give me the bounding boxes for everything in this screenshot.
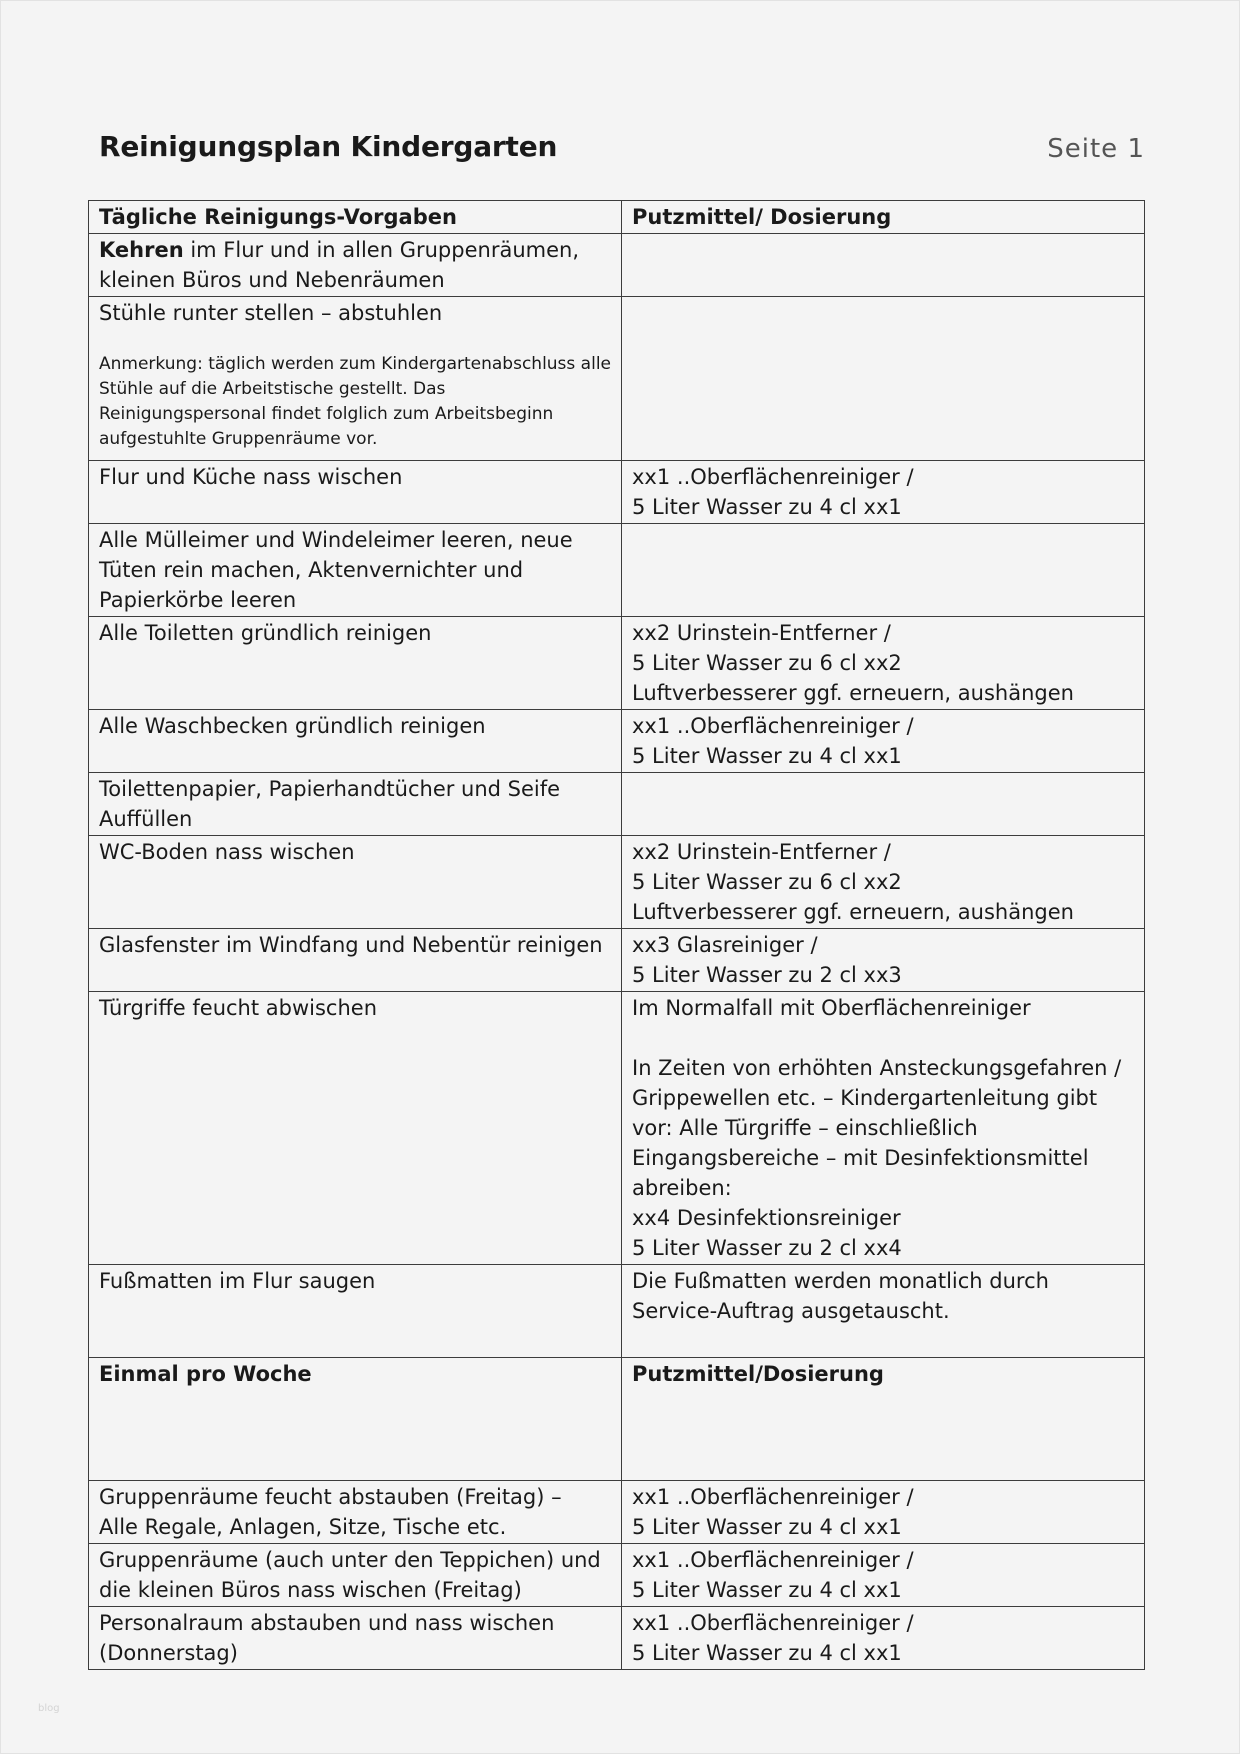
agent-cell xyxy=(622,461,1145,524)
agent-line: 5 Liter Wasser zu 2 cl xx4 xyxy=(632,1236,902,1260)
task-text: im Flur und in allen Gruppenräumen, kleinen Büros und Nebenräumen xyxy=(99,238,579,292)
table-row xyxy=(89,710,1145,773)
agent-line: 5 Liter Wasser zu 4 cl xx1 xyxy=(632,1578,902,1602)
agent-intro: Im Normalfall mit Oberflächenreiniger xyxy=(632,996,1031,1020)
agent-line: xx1 ..Oberflächenreiniger / xyxy=(632,1611,914,1635)
table-row xyxy=(89,524,1145,617)
agent-cell xyxy=(622,617,1145,710)
table-row xyxy=(89,1544,1145,1607)
table-row xyxy=(89,1481,1145,1544)
task-cell: Fußmatten im Flur saugen xyxy=(89,1265,622,1358)
task-cell: Alle Waschbecken gründlich reinigen xyxy=(89,710,622,773)
watermark-text: blog xyxy=(38,1703,60,1714)
agent-cell xyxy=(622,234,1145,297)
agent-cell xyxy=(622,1607,1145,1670)
table-row xyxy=(89,461,1145,524)
document-title: Reinigungsplan Kindergarten xyxy=(99,130,558,163)
agent-cell xyxy=(622,524,1145,617)
agent-line: xx1 ..Oberflächenreiniger / xyxy=(632,1548,914,1572)
column-header-agent: Putzmittel/ Dosierung xyxy=(622,201,1145,234)
agent-line: In Zeiten von erhöhten Ansteckungsgefahren / Grippewellen etc. – Kindergartenleitung gibt vor: Alle Türgriffe – einschließlich Eingangsbereiche – mit Desinfektionsmittel abreiben: xyxy=(632,1056,1122,1200)
agent-line: 5 Liter Wasser zu 2 cl xx3 xyxy=(632,963,902,987)
task-cell xyxy=(89,297,622,461)
task-cell: Flur und Küche nass wischen xyxy=(89,461,622,524)
task-cell: WC-Boden nass wischen xyxy=(89,836,622,929)
agent-line: 5 Liter Wasser zu 4 cl xx1 xyxy=(632,1641,902,1665)
task-keyword: Kehren xyxy=(99,238,184,262)
task-line: Alle Regale, Anlagen, Sitze, Tische etc. xyxy=(99,1515,507,1539)
agent-line: xx3 Glasreiniger / xyxy=(632,933,818,957)
column-header-task: Einmal pro Woche xyxy=(89,1358,622,1481)
task-cell: Alle Toiletten gründlich reinigen xyxy=(89,617,622,710)
agent-cell xyxy=(622,773,1145,836)
agent-line: Luftverbesserer ggf. erneuern, aushängen xyxy=(632,681,1074,705)
agent-line: 5 Liter Wasser zu 4 cl xx1 xyxy=(632,1515,902,1539)
agent-cell xyxy=(622,992,1145,1265)
table-row xyxy=(89,992,1145,1265)
agent-line: xx2 Urinstein-Entferner / xyxy=(632,621,891,645)
task-cell xyxy=(89,1481,622,1544)
task-text: Stühle runter stellen – abstuhlen xyxy=(99,301,443,325)
agent-cell xyxy=(622,836,1145,929)
task-cell: Gruppenräume (auch unter den Teppichen) und die kleinen Büros nass wischen (Freitag) xyxy=(89,1544,622,1607)
task-note: Anmerkung: täglich werden zum Kindergartenabschluss alle Stühle auf die Arbeitstische gestellt. Das Reinigungspersonal findet folglich zum Arbeitsbeginn aufgestuhlte Gruppenräume vor. xyxy=(99,354,612,449)
agent-line: Luftverbesserer ggf. erneuern, aushängen xyxy=(632,900,1074,924)
task-cell: Alle Mülleimer und Windeleimer leeren, neue Tüten rein machen, Aktenvernichter und Papierkörbe leeren xyxy=(89,524,622,617)
table-header-row xyxy=(89,201,1145,234)
agent-line: xx4 Desinfektionsreiniger xyxy=(632,1206,901,1230)
agent-line: xx2 Urinstein-Entferner / xyxy=(632,840,891,864)
agent-cell xyxy=(622,929,1145,992)
table-header-row xyxy=(89,1358,1145,1481)
task-cell: Personalraum abstauben und nass wischen (Donnerstag) xyxy=(89,1607,622,1670)
agent-line: 5 Liter Wasser zu 4 cl xx1 xyxy=(632,744,902,768)
cleaning-plan-table xyxy=(88,200,1145,1670)
agent-cell xyxy=(622,1481,1145,1544)
agent-line: xx1 ..Oberflächenreiniger / xyxy=(632,465,914,489)
agent-line: xx1 ..Oberflächenreiniger / xyxy=(632,1485,914,1509)
agent-line: 5 Liter Wasser zu 4 cl xx1 xyxy=(632,495,902,519)
agent-line: xx1 ..Oberflächenreiniger / xyxy=(632,714,914,738)
task-cell: Glasfenster im Windfang und Nebentür reinigen xyxy=(89,929,622,992)
column-header-agent: Putzmittel/Dosierung xyxy=(622,1358,1145,1481)
table-row xyxy=(89,617,1145,710)
agent-cell xyxy=(622,1544,1145,1607)
task-line: Gruppenräume feucht abstauben (Freitag) – xyxy=(99,1485,562,1509)
agent-line: 5 Liter Wasser zu 6 cl xx2 xyxy=(632,870,902,894)
table-row xyxy=(89,234,1145,297)
agent-line: 5 Liter Wasser zu 6 cl xx2 xyxy=(632,651,902,675)
table-row xyxy=(89,1607,1145,1670)
agent-cell xyxy=(622,710,1145,773)
task-cell: Toilettenpapier, Papierhandtücher und Seife Auffüllen xyxy=(89,773,622,836)
page-number: Seite 1 xyxy=(1047,134,1145,164)
table-row xyxy=(89,929,1145,992)
table-row xyxy=(89,836,1145,929)
table-row xyxy=(89,773,1145,836)
agent-cell xyxy=(622,297,1145,461)
task-cell: Türgriffe feucht abwischen xyxy=(89,992,622,1265)
column-header-task: Tägliche Reinigungs-Vorgaben xyxy=(89,201,622,234)
table-row xyxy=(89,1265,1145,1358)
table-row xyxy=(89,297,1145,461)
agent-cell: Die Fußmatten werden monatlich durch Service-Auftrag ausgetauscht. xyxy=(622,1265,1145,1358)
task-cell xyxy=(89,234,622,297)
